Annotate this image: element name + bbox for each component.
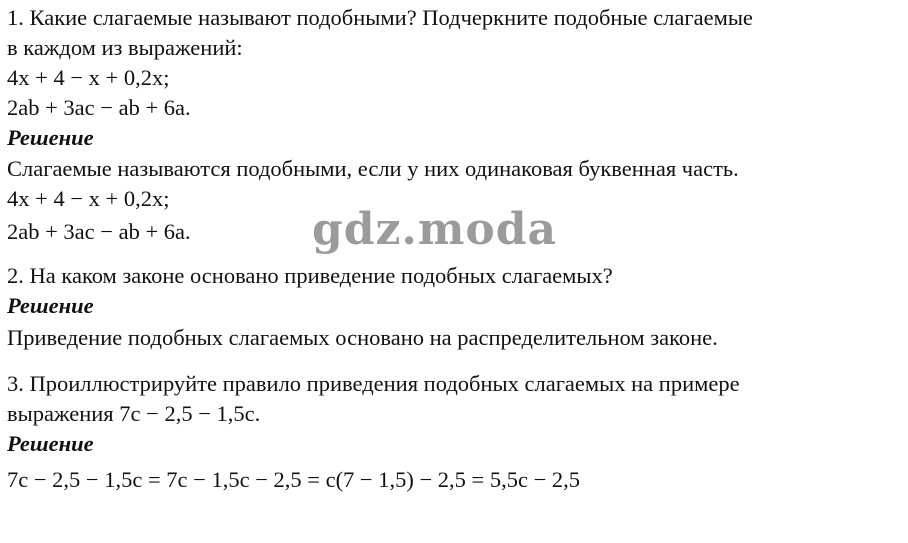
watermark-logo: gdz.moda	[312, 204, 558, 255]
q1-answer-expression-2: 2ab + 3ac − ab + 6a.	[7, 219, 191, 244]
q3-question-line2: выражения 7c − 2,5 − 1,5c.	[7, 401, 261, 426]
q1-answer-expression-1: 4x + 4 − x + 0,2x;	[7, 186, 170, 211]
q1-expression-1: 4x + 4 − x + 0,2x;	[7, 65, 170, 90]
q1-question-line2: в каждом из выражений:	[7, 35, 243, 60]
q3-answer-text: 7c − 2,5 − 1,5c = 7c − 1,5c − 2,5 = c(7 − 1,5) − 2,5 = 5,5c − 2,5	[7, 467, 581, 492]
q2-solution-heading: Решение	[7, 293, 94, 318]
q2-question: 2. На каком законе основано приведение подобных слагаемых?	[7, 263, 613, 288]
q3-solution-heading: Решение	[7, 431, 94, 456]
q1-answer-text: Слагаемые называются подобными, если у них одинаковая буквенная часть.	[7, 156, 739, 181]
q1-expression-2: 2ab + 3ac − ab + 6a.	[7, 95, 191, 120]
q2-answer-text: Приведение подобных слагаемых основано на распределительном законе.	[7, 325, 718, 350]
q1-question-line1: 1. Какие слагаемые называют подобными? Подчеркните подобные слагаемые	[7, 5, 753, 30]
q3-question-line1: 3. Проиллюстрируйте правило приведения подобных слагаемых на примере	[7, 371, 740, 396]
q1-solution-heading: Решение	[7, 125, 94, 150]
